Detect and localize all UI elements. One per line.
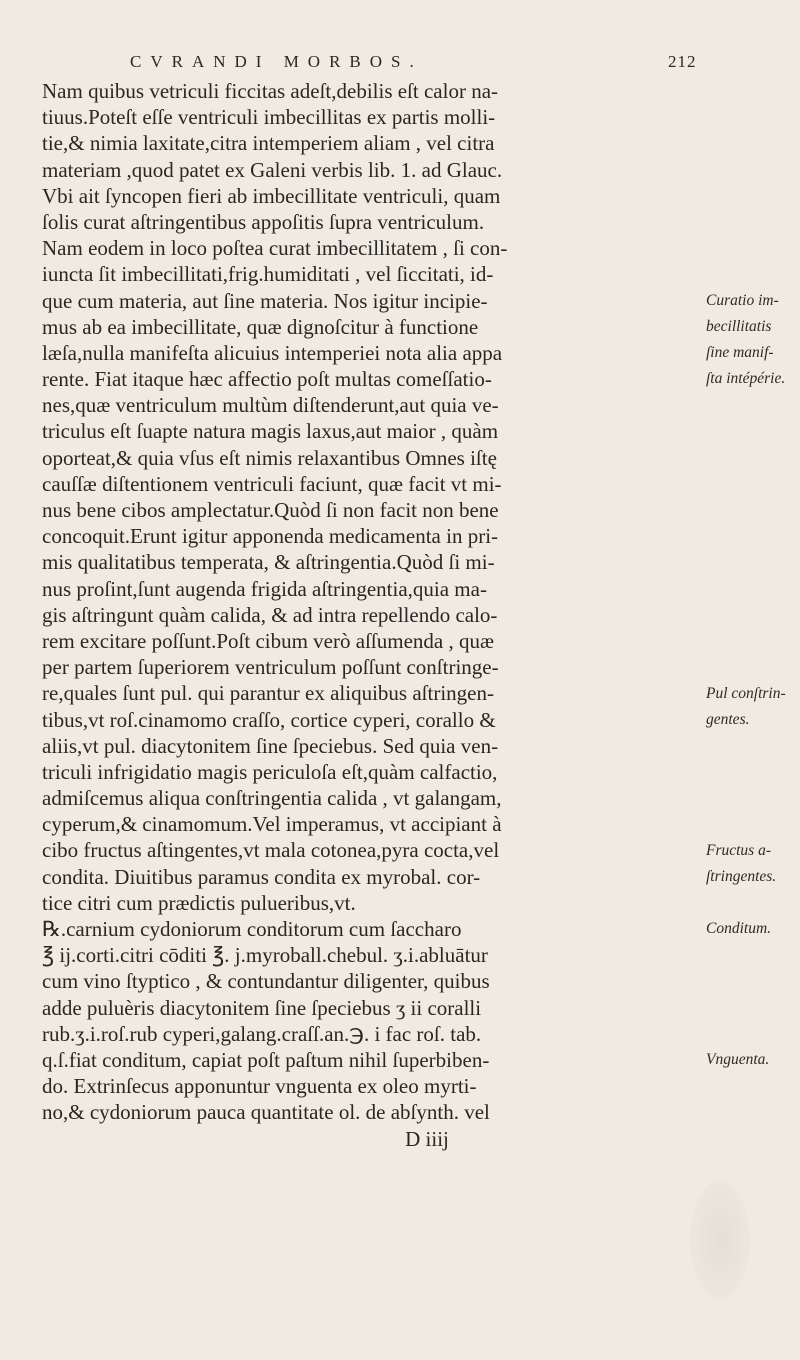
margin-note: Fructus a- [706, 841, 772, 859]
text-line: cauſſæ diſtentionem ventriculi faciunt, quæ facit vt mi- [42, 471, 502, 496]
text-line: ℞.carnium cydoniorum conditorum cum ſaccharo [42, 917, 462, 941]
text-line: ℥ ij.corti.citri cōditi ℥. j.myroball.chebul. ʒ.i.abluātur [42, 943, 488, 968]
text-line: materiam ,quod patet ex Galeni verbis lib. 1. ad Glauc. [42, 157, 503, 182]
text-line: adde puluèris diacytonitem ſine ſpeciebus ʒ ii coralli [42, 995, 482, 1020]
text-line: Nam quibus vetriculi ficcitas adeſt,debilis eſt calor na- [42, 79, 499, 103]
text-line: re,quales ſunt pul. qui parantur ex aliquibus aſtringen- [42, 681, 494, 706]
text-line: rem excitare poſſunt.Poſt cibum verò aſſumenda , quæ [42, 628, 494, 653]
text-line: triculi infrigidatio magis periculoſa eſt,quàm calfactio, [42, 759, 498, 784]
text-line: que cum materia, aut ſine materia. Nos igitur incipie- [42, 288, 488, 313]
page-number: 212 [668, 52, 697, 71]
text-line: nus bene cibos amplectatur.Quòd ſi non facit non bene [42, 498, 499, 522]
margin-note: ſta intépérie. [706, 370, 786, 388]
text-line: gis aſtringunt quàm calida, & ad intra repellendo calo- [42, 602, 498, 627]
margin-note: Vnguenta. [706, 1051, 770, 1069]
text-line: nes,quæ ventriculum multùm diſtenderunt,aut quia ve- [42, 393, 499, 418]
margin-note: Pul conſtrin- [706, 684, 786, 702]
text-line: oporteat,& quia vſus eſt nimis relaxantibus Omnes iſtę [42, 445, 497, 470]
text-line: triculus eſt ſuapte natura magis laxus,aut maior , quàm [42, 419, 499, 444]
text-line: læſa,nulla manifeſta alicuius intemperiei nota alia appa [42, 340, 503, 365]
text-line: ſolis curat aſtringentibus appoſitis ſupra ventriculum. [42, 209, 485, 234]
margin-note: Conditum. [706, 920, 772, 938]
margin-note: Curatio im- [706, 291, 779, 309]
text-line: mus ab ea imbecillitate, quæ dignoſcitur à functione [42, 314, 479, 339]
text-line: rub.ʒ.i.roſ.rub cyperi,galang.craſſ.an.℈. i fac roſ. tab. [42, 1021, 482, 1046]
text-line: tibus,vt roſ.cinamomo craſſo, cortice cyperi, corallo & [42, 707, 496, 732]
text-line: tie,& nimia laxitate,citra intemperiem aliam , vel citra [42, 131, 495, 156]
paper-stain [690, 1180, 750, 1300]
text-line: tice citri cum prædictis pulueribus,vt. [42, 890, 356, 915]
margin-note: ſtringentes. [706, 868, 777, 885]
body-text [42, 78, 722, 1152]
signature-mark: D iiij [405, 1126, 449, 1151]
margin-note: becillitatis [706, 317, 772, 335]
text-line: do. Extrinſecus apponuntur vnguenta ex oleo myrti- [42, 1074, 477, 1099]
running-head: CVRANDI MORBOS. [130, 52, 423, 71]
text-line: admiſcemus aliqua conſtringentia calida , vt galangam, [42, 786, 502, 811]
margin-note: ſine manif- [706, 344, 774, 361]
text-line: q.ſ.fiat conditum, capiat poſt paſtum nihil ſuperbiben- [42, 1047, 490, 1072]
margin-note: gentes. [706, 710, 750, 728]
text-line: no,& cydoniorum pauca quantitate ol. de abſynth. vel [42, 1100, 490, 1125]
text-line: cyperum,& cinamomum.Vel imperamus, vt accipiant à [42, 812, 502, 837]
text-line: aliis,vt pul. diacytonitem ſine ſpeciebus. Sed quia ven- [42, 733, 499, 758]
text-line: condita. Diuitibus paramus condita ex myrobal. cor- [42, 864, 481, 889]
text-line: concoquit.Erunt igitur apponenda medicamenta in pri- [42, 524, 499, 549]
text-line: rente. Fiat itaque hæc affectio poſt multas comeſſatio- [42, 367, 492, 392]
text-line: Vbi ait ſyncopen fieri ab imbecillitate ventriculi, quam [42, 183, 501, 208]
text-line: cibo fructus aſtingentes,vt mala cotonea,pyra cocta,vel [42, 838, 500, 863]
text-line: per partem ſuperiorem ventriculum poſſunt conſtringe- [42, 655, 499, 680]
text-line: tiuus.Poteſt eſſe ventriculi imbecillitas ex partis molli- [42, 105, 496, 130]
text-line: Nam eodem in loco poſtea curat imbecillitatem , ſi con- [42, 236, 508, 261]
text-line: iuncta ſit imbecillitati,frig.humiditati , vel ſiccitati, id- [42, 262, 494, 287]
text-line: nus proſint,ſunt augenda frigida aſtringentia,quia ma- [42, 576, 487, 601]
text-line: mis qualitatibus temperata, & aſtringentia.Quòd ſi mi- [42, 550, 495, 575]
text-line: cum vino ſtyptico , & contundantur diligenter, quibus [42, 969, 490, 994]
